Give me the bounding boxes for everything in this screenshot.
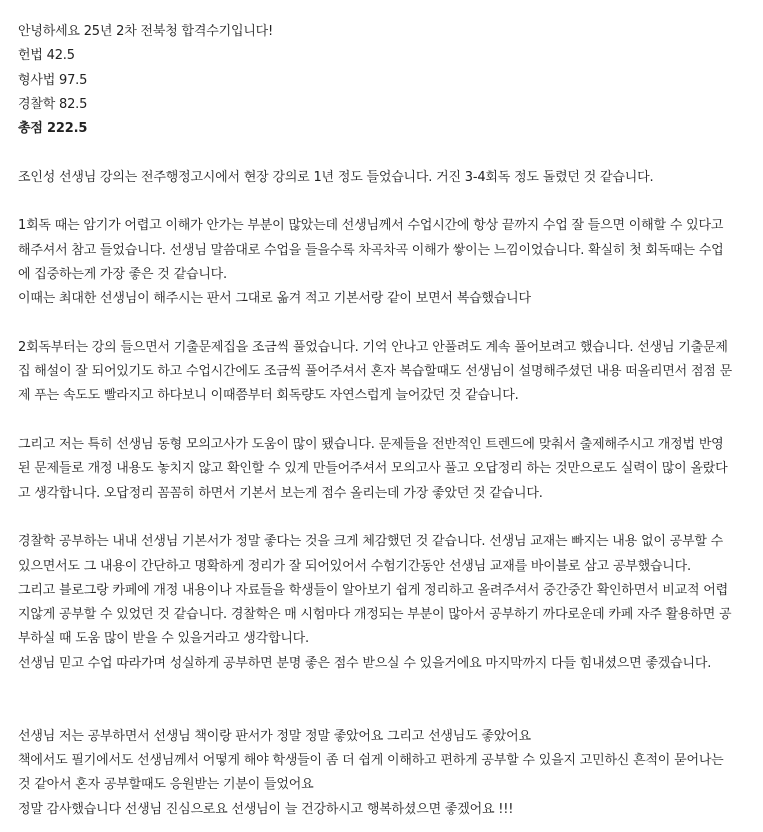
text-line: 고 생각합니다. 오답정리 꼼꼼히 하면서 기본서 보는게 점수 올리는데 가장 좋았던 것 같습니다. (18, 485, 543, 501)
text-line: 그리고 블로그랑 카페에 개정 내용이나 자료들을 학생들이 알아보기 쉽게 정리하고 올려주셔서 중간중간 확인하면서 비교적 어렵 (18, 582, 729, 598)
text-line: 선생님 믿고 수업 따라가며 성실하게 공부하면 분명 좋은 점수 받으실 수 있을거에요 마지막까지 다들 힘내셨으면 좋겠습니다. (18, 655, 712, 671)
blank-line (18, 190, 745, 214)
blank-line (18, 409, 745, 433)
text-line: 경찰학 82.5 (18, 96, 88, 112)
text-line: 그리고 저는 특히 선생님 동형 모의고사가 도움이 많이 됐습니다. 문제들을 전반적인 트렌드에 맞춰서 출제해주시고 개정법 반영 (18, 437, 724, 453)
blank-line (18, 141, 745, 165)
text-line: 된 문제들로 개정 내용도 놓치지 않고 확인할 수 있게 만들어주셔서 모의고사 풀고 오답정리 하는 것만으로도 실력이 많이 올랐다 (18, 461, 728, 477)
text-line: 1회독 때는 암기가 어렵고 이해가 안가는 부분이 많았는데 선생님께서 수업시간에 항상 끝까지 수업 잘 들으면 이해할 수 있다고 (18, 218, 724, 234)
text-line: 정말 감사했습니다 선생님 진심으로요 선생님이 늘 건강하시고 행복하셨으면 좋겠어요 !!! (18, 801, 514, 817)
text-line: 제 푸는 속도도 빨라지고 하다보니 이때쯤부터 회독량도 자연스럽게 늘어갔던 것 같습니다. (18, 388, 519, 404)
text-line: 부하실 때 도움 많이 받을 수 있을거라고 생각합니다. (18, 631, 309, 647)
text-line: 것 같아서 혼자 공부할때도 응원받는 기분이 들었어요 (18, 777, 314, 793)
blank-line (18, 700, 745, 724)
text-line: 해주셔서 참고 들었습니다. 선생님 말씀대로 수업을 들을수록 차곡차곡 이해가 쌓이는 느낌이었습니다. 확실히 첫 회독때는 수업 (18, 242, 724, 258)
text-line: 있으면서도 그 내용이 간단하고 명확하게 정리가 잘 되어있어서 수험기간동안 선생님 교재를 바이블로 삼고 공부했습니다. (18, 558, 691, 574)
text-line: 2회독부터는 강의 들으면서 기출문제집을 조금씩 풀었습니다. 기억 안나고 안풀려도 계속 풀어보려고 했습니다. 선생님 기출문제 (18, 339, 728, 355)
blank-line (18, 676, 745, 700)
total-score-line: 총점 222.5 (18, 121, 88, 137)
text-line: 조인성 선생님 강의는 전주행정고시에서 현장 강의로 1년 정도 들었습니다. 거진 3-4회독 정도 돌렸던 것 같습니다. (18, 169, 654, 185)
blank-line (18, 312, 745, 336)
text-line: 이때는 최대한 선생님이 해주시는 판서 그대로 옮겨 적고 기본서랑 같이 보면서 복습했습니다 (18, 291, 531, 307)
text-line: 에 집중하는게 가장 좋은 것 같습니다. (18, 266, 227, 282)
text-line: 형사법 97.5 (18, 72, 88, 88)
text-line: 선생님 저는 공부하면서 선생님 책이랑 판서가 정말 정말 좋았어요 그리고 선생님도 좋았어요 (18, 728, 531, 744)
text-line: 책에서도 필기에서도 선생님께서 어떻게 해야 학생들이 좀 더 쉽게 이해하고 편하게 공부할 수 있을지 고민하신 흔적이 묻어나는 (18, 752, 724, 768)
text-line: 안녕하세요 25년 2차 전북청 합격수기입니다! (18, 24, 274, 39)
text-line: 경찰학 공부하는 내내 선생님 기본서가 정말 좋다는 것을 크게 체감했던 것 같습니다. 선생님 교재는 빠지는 내용 없이 공부할 수 (18, 534, 723, 550)
blank-line (18, 506, 745, 530)
text-line: 집 해설이 잘 되어있기도 하고 수업시간에도 조금씩 풀어주셔서 혼자 복습할때도 선생님이 설명해주셨던 내용 떠올리면서 점점 문 (18, 364, 732, 380)
text-line: 지않게 공부할 수 있었던 것 같습니다. 경찰학은 매 시험마다 개정되는 부분이 많아서 공부하기 까다로운데 카페 자주 활용하면 공 (18, 607, 732, 623)
text-line: 헌법 42.5 (18, 48, 75, 64)
